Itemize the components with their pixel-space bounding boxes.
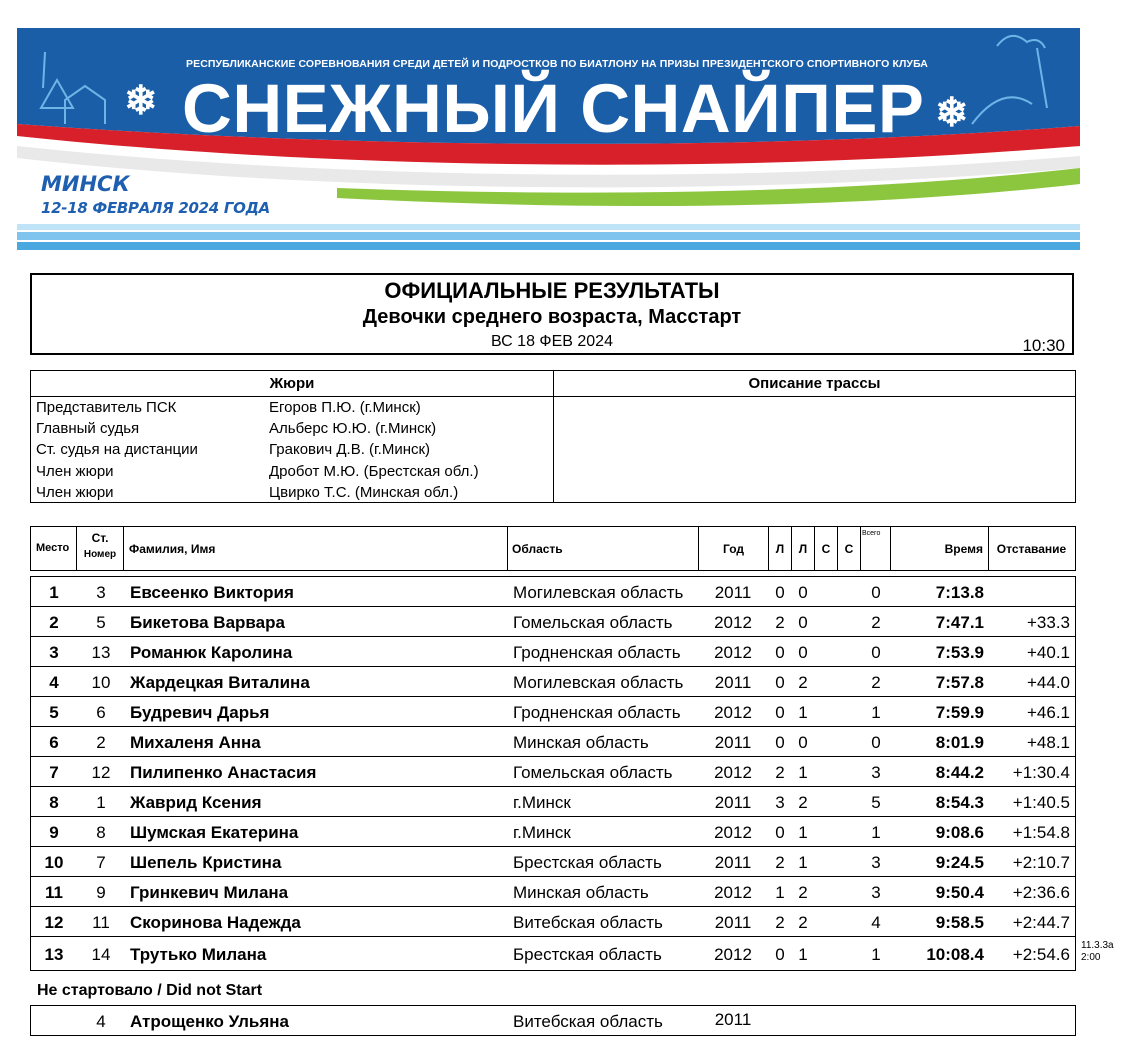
bib-cell: 2 [96,733,106,752]
jury-role: Представитель ПСК [36,399,177,416]
name-cell: Бикетова Варвара [130,613,285,632]
region-cell: г.Минск [513,823,571,842]
table-row [31,847,1075,877]
jury-name: Альберс Ю.Ю. (г.Минск) [269,420,437,437]
track-description-header: Описание трассы [748,375,881,392]
lying-2-cell: 1 [798,823,808,842]
total-penalty-cell: 3 [871,853,881,872]
lying-1-cell: 3 [775,793,785,812]
region-cell: Гомельская область [513,763,673,782]
lying-2-cell: 0 [798,583,808,602]
behind-cell: +40.1 [1026,643,1070,662]
col-header-s2: С [844,542,854,556]
region-cell: Витебская область [513,913,663,932]
table-row [31,757,1075,787]
total-penalty-cell: 0 [871,643,881,662]
banner-city: МИНСК [41,172,130,196]
table-row [31,817,1075,847]
name-cell: Атрощенко Ульяна [130,1012,290,1031]
total-penalty-cell: 2 [871,613,881,632]
behind-cell: +46.1 [1026,703,1070,722]
lying-1-cell: 0 [775,823,785,842]
bib-cell: 1 [96,793,106,812]
column-divider [860,527,861,570]
behind-cell: +1:30.4 [1012,763,1070,782]
place-cell: 9 [49,823,59,842]
results-table-header [30,526,1076,571]
table-row [31,577,1075,607]
time-cell: 7:57.8 [935,673,984,692]
name-cell: Гринкевич Милана [130,883,289,902]
name-cell: Шумская Екатерина [130,823,299,842]
year-cell: 2012 [714,703,752,722]
table-row [31,697,1075,727]
year-cell: 2011 [714,733,752,752]
year-cell: 2012 [714,613,752,632]
place-cell: 6 [49,733,59,752]
total-penalty-cell: 1 [871,823,881,842]
race-subtitle: Девочки среднего возраста, Масстарт [362,306,742,328]
lying-2-cell: 2 [798,673,808,692]
col-header-l1: Л [775,542,785,556]
lying-2-cell: 2 [798,883,808,902]
time-cell: 7:53.9 [935,643,984,662]
table-row [31,637,1075,667]
bib-cell: 13 [91,643,111,662]
region-cell: Брестская область [513,853,662,872]
dns-section-title: Не стартовало / Did not Start [37,982,263,999]
bib-cell: 8 [96,823,106,842]
lying-1-cell: 2 [775,913,785,932]
lying-1-cell: 0 [775,583,785,602]
bib-cell: 12 [91,763,111,782]
behind-cell: +2:10.7 [1012,853,1070,872]
behind-cell: +33.3 [1026,613,1070,632]
penalty-time: 2:00 [1081,952,1101,963]
lying-2-cell: 2 [798,913,808,932]
year-cell: 2012 [714,823,752,842]
total-penalty-cell: 1 [871,703,881,722]
year-cell: 2011 [714,853,752,872]
time-cell: 9:24.5 [935,853,984,872]
region-cell: Минская область [513,733,649,752]
table-row [31,907,1075,937]
lying-1-cell: 0 [775,673,785,692]
dns-table [30,1005,1076,1036]
lying-1-cell: 2 [775,613,785,632]
lying-1-cell: 0 [775,945,785,964]
region-cell: Гродненская область [513,703,681,722]
time-cell: 8:44.2 [935,763,984,782]
lying-2-cell: 1 [798,945,808,964]
lying-2-cell: 0 [798,613,808,632]
jury-role: Член жюри [36,463,114,480]
col-header-time: Время [944,542,983,556]
jury-name: Гракович Д.В. (г.Минск) [269,441,431,458]
jury-table [30,370,1076,503]
rule-reference: 11.3.3a [1081,940,1114,951]
bib-cell: 9 [96,883,106,902]
bib-cell: 6 [96,703,106,722]
year-cell: 2011 [714,913,752,932]
bib-cell: 7 [96,853,106,872]
total-penalty-cell: 0 [871,583,881,602]
time-cell: 7:59.9 [935,703,984,722]
race-time: 10:30 [1022,336,1065,355]
lying-2-cell: 0 [798,643,808,662]
jury-name: Егоров П.Ю. (г.Минск) [269,399,421,416]
bib-cell: 10 [91,673,111,692]
behind-cell: +2:36.6 [1012,883,1070,902]
column-divider [123,527,124,570]
year-cell: 2012 [714,643,752,662]
name-cell: Будревич Дарья [130,703,270,722]
results-title-box [30,273,1074,355]
col-header-s1: С [821,542,831,556]
time-cell: 9:08.6 [935,823,984,842]
col-header-place: Место [36,542,70,554]
name-cell: Романюк Каролина [130,643,293,662]
lying-1-cell: 0 [775,643,785,662]
table-row [31,607,1075,637]
jury-role: Главный судья [36,420,140,437]
lying-1-cell: 0 [775,703,785,722]
year-cell: 2012 [714,883,752,902]
table-row [31,727,1075,757]
bib-cell: 14 [91,945,111,964]
total-penalty-cell: 3 [871,883,881,902]
banner-dates: 12-18 ФЕВРАЛЯ 2024 ГОДА [41,199,270,217]
place-cell: 10 [44,853,64,872]
col-header-bib: Ст. [91,531,109,545]
page-title: ОФИЦИАЛЬНЫЕ РЕЗУЛЬТАТЫ [384,278,720,303]
name-cell: Скоринова Надежда [130,913,301,932]
jury-header: Жюри [269,375,315,392]
lying-1-cell: 0 [775,733,785,752]
banner-title-text: СНЕЖНЫЙ СНАЙПЕР [182,70,925,147]
region-cell: г.Минск [513,793,571,812]
total-penalty-cell: 5 [871,793,881,812]
col-header-region: Область [512,542,563,556]
time-cell: 9:58.5 [935,913,984,932]
place-cell: 11 [45,883,63,902]
region-cell: Могилевская область [513,583,684,602]
region-cell: Могилевская область [513,673,684,692]
lying-2-cell: 1 [798,853,808,872]
place-cell: 13 [44,945,64,964]
race-date: ВС 18 ФЕВ 2024 [491,333,613,350]
behind-cell: +1:40.5 [1012,793,1070,812]
table-row [31,1006,1075,1036]
time-cell: 8:01.9 [935,733,984,752]
place-cell: 7 [49,763,59,782]
results-table-body [30,576,1076,971]
jury-role: Член жюри [36,484,114,501]
name-cell: Трутько Милана [130,945,267,964]
total-penalty-cell: 2 [871,673,881,692]
year-cell: 2012 [714,763,752,782]
table-row [31,787,1075,817]
side-note [1081,940,1114,964]
lying-1-cell: 1 [775,883,785,902]
lying-1-cell: 2 [775,853,785,872]
banner-title [124,70,970,147]
bib-cell: 4 [96,1012,106,1031]
col-header-behind: Отставание [996,542,1067,556]
place-cell: 2 [49,613,59,632]
bib-cell: 11 [92,913,110,932]
lying-1-cell: 2 [775,763,785,782]
year-cell: 2012 [714,945,752,964]
name-cell: Пилипенко Анастасия [130,763,317,782]
name-cell: Шепель Кристина [130,853,282,872]
bib-cell: 5 [96,613,106,632]
snowflake-icon: ❄ [124,79,159,123]
time-cell: 7:47.1 [935,613,984,632]
total-penalty-cell: 0 [871,733,881,752]
time-cell: 9:50.4 [935,883,984,902]
year-cell: 2011 [714,793,752,812]
time-cell: 10:08.4 [926,945,984,964]
col-header-bib: Номер [83,549,117,560]
lying-2-cell: 0 [798,733,808,752]
name-cell: Евсеенко Виктория [130,583,294,602]
col-header-l2: Л [798,542,808,556]
jury-role: Ст. судья на дистанции [36,441,198,458]
name-cell: Михаленя Анна [130,733,261,752]
behind-cell: +48.1 [1026,733,1070,752]
total-penalty-cell: 1 [871,945,881,964]
name-cell: Жаврид Ксения [130,793,262,812]
lying-2-cell: 1 [798,763,808,782]
table-row [31,939,1075,969]
total-penalty-cell: 3 [871,763,881,782]
bib-cell: 3 [96,583,106,602]
behind-cell: +2:54.6 [1012,945,1070,964]
col-header-name: Фамилия, Имя [129,542,216,556]
region-cell: Гродненская область [513,643,681,662]
col-header-total: Всего [862,530,881,537]
place-cell: 8 [49,793,59,812]
col-header-year: Год [723,542,744,556]
table-row [31,667,1075,697]
place-cell: 12 [44,913,64,932]
column-divider [507,527,508,570]
behind-cell: +2:44.7 [1012,913,1070,932]
place-cell: 5 [49,703,59,722]
jury-name: Цвирко Т.С. (Минская обл.) [269,484,459,501]
jury-name: Дробот М.Ю. (Брестская обл.) [269,463,479,480]
region-cell: Брестская область [513,945,662,964]
region-cell: Гомельская область [513,613,673,632]
snowflake-icon: ❄ [935,91,970,135]
time-cell: 7:13.8 [935,583,984,602]
behind-cell: +1:54.8 [1012,823,1070,842]
place-cell: 4 [49,673,59,692]
lying-2-cell: 1 [798,703,808,722]
banner-subtitle: РЕСПУБЛИКАНСКИЕ СОРЕВНОВАНИЯ СРЕДИ ДЕТЕЙ И ПОДРОСТКОВ ПО БИАТЛОНУ НА ПРИЗЫ ПРЕЗИДЕНТСКОГО СПОРТИВНОГО КЛУБА [186,58,928,70]
region-cell: Витебская область [513,1012,663,1031]
time-cell: 8:54.3 [935,793,984,812]
table-row [31,877,1075,907]
name-cell: Жардецкая Виталина [130,673,310,692]
lying-2-cell: 2 [798,793,808,812]
year-cell: 2011 [714,1010,752,1029]
place-cell: 1 [49,583,59,602]
year-cell: 2011 [714,583,752,602]
divider [31,396,1075,397]
region-cell: Минская область [513,883,649,902]
behind-cell: +44.0 [1026,673,1070,692]
year-cell: 2011 [714,673,752,692]
total-penalty-cell: 4 [871,913,881,932]
place-cell: 3 [49,643,59,662]
